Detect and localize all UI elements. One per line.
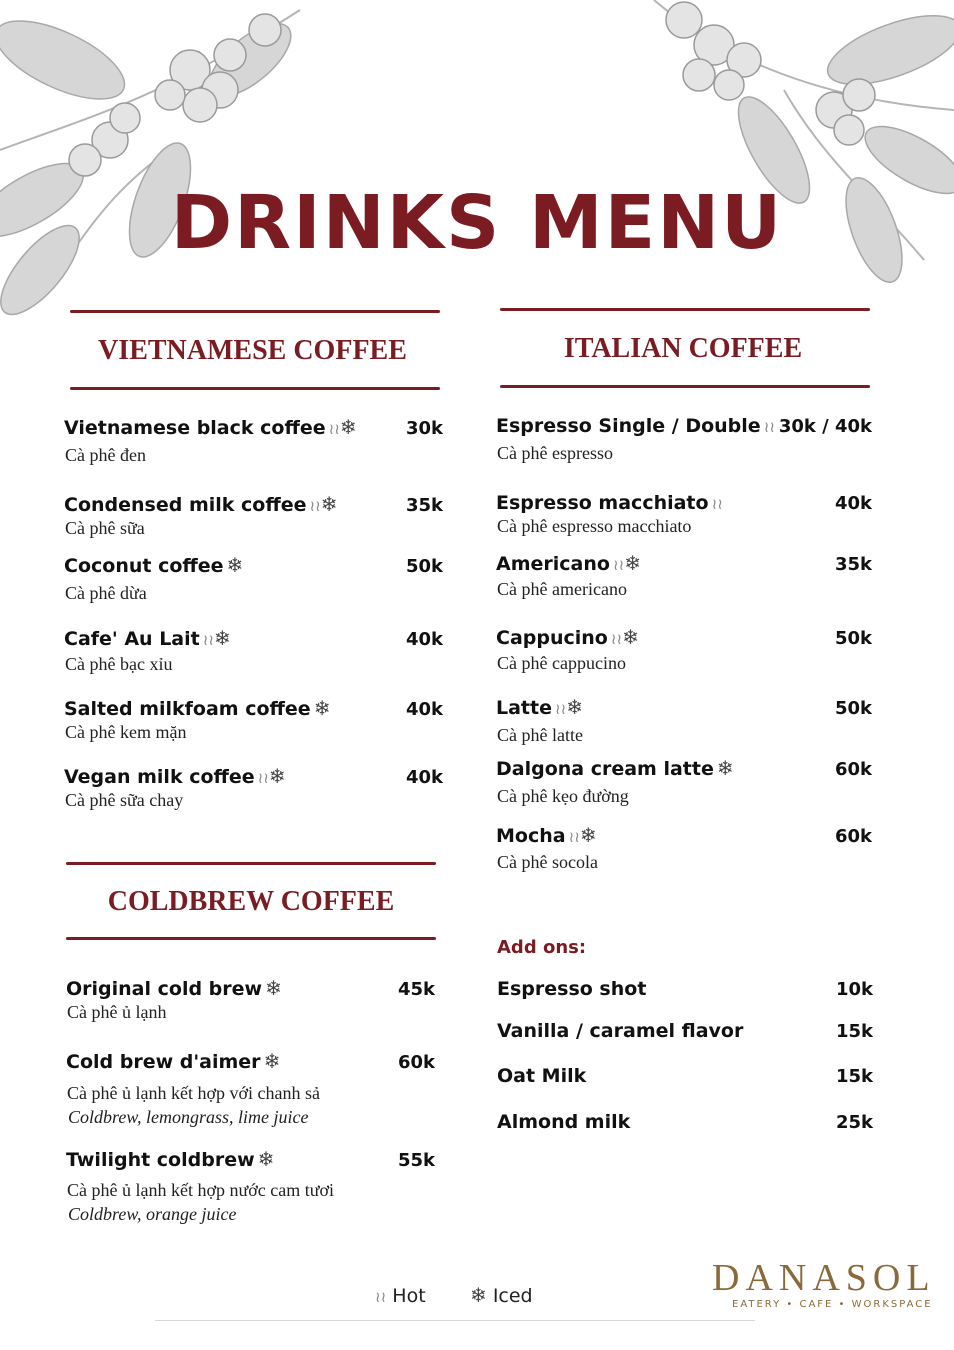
snowflake-icon: ❄ [265, 976, 282, 1000]
temperature-icons [555, 697, 583, 719]
menu-item-label: Vegan milk coffee [64, 766, 255, 788]
legend-hot [375, 1285, 426, 1307]
snowflake-icon: ❄ [313, 696, 331, 720]
steam-icon: ≀≀ [309, 497, 321, 515]
addons-title: Add ons: [497, 937, 587, 958]
snowflake-icon: ❄ [263, 1049, 281, 1073]
menu-item-label: Condensed milk coffee [64, 494, 307, 516]
menu-item-price: 40k [405, 629, 443, 650]
menu-item-label: Cappucino [496, 627, 608, 649]
steam-icon: ≀≀ [612, 556, 625, 574]
temperature-icons [314, 698, 331, 720]
section-rule-bottom [70, 387, 440, 390]
section-title-vietnamese: VIETNAMESE COFFEE [98, 335, 407, 366]
menu-item-label: Espresso macchiato [496, 492, 709, 514]
menu-item-vietnamese-name: Cà phê đen [65, 445, 146, 465]
menu-item-name [64, 417, 357, 439]
menu-item-price: 60k [834, 826, 872, 847]
steam-icon: ≀≀ [711, 495, 723, 513]
footer-divider [155, 1320, 755, 1321]
menu-item-name [496, 627, 639, 649]
menu-item-label: Americano [496, 553, 610, 575]
menu-title: DRINKS MENU [170, 180, 784, 266]
menu-item-name: Espresso shot [497, 978, 647, 1000]
temperature-icons [203, 628, 231, 650]
brand-tagline: EATERY • CAFE • WORKSPACE [732, 1299, 933, 1310]
menu-item-price: 30k / 40k [778, 416, 872, 437]
steam-icon: ≀≀ [202, 631, 214, 649]
menu-item-name: Vanilla / caramel flavor [497, 1020, 744, 1042]
menu-item-label: Salted milkfoam coffee [64, 698, 311, 720]
steam-icon: ≀≀ [257, 769, 269, 787]
menu-item-name [64, 698, 330, 720]
steam-icon: ≀≀ [375, 1288, 387, 1306]
menu-item-name [66, 1051, 280, 1073]
menu-item-name [496, 415, 775, 437]
menu-item-vietnamese-name: Cà phê socola [497, 852, 598, 872]
menu-item-vietnamese-name: Cà phê sữa chay [65, 790, 184, 810]
section-title-coldbrew: COLDBREW COFFEE [107, 886, 395, 917]
snowflake-icon: ❄ [257, 1147, 275, 1171]
menu-item-label: Coconut coffee [64, 555, 224, 577]
coffee-branch-left-illustration [0, 0, 330, 320]
menu-item-name [64, 766, 286, 788]
menu-item-name [64, 628, 231, 650]
menu-item-vietnamese-name: Cà phê cappucino [497, 653, 626, 673]
menu-item-price: 50k [834, 628, 872, 649]
menu-item-price: 40k [405, 767, 443, 788]
legend-hot-label: Hot [392, 1285, 426, 1307]
section-title-italian: ITALIAN COFFEE [563, 333, 803, 364]
temperature-icons [611, 627, 639, 649]
menu-item-name: Almond milk [497, 1111, 631, 1133]
steam-icon: ≀≀ [568, 828, 580, 846]
menu-item-price: 35k [405, 495, 443, 516]
snowflake-icon: ❄ [470, 1283, 487, 1307]
menu-item-name [496, 758, 734, 780]
menu-item-label: Dalgona cream latte [496, 758, 714, 780]
snowflake-icon: ❄ [716, 756, 734, 780]
menu-item-price: 45k [397, 979, 435, 1000]
menu-item-label: Espresso Single / Double [496, 415, 761, 437]
temperature-icons [712, 492, 723, 514]
menu-item-price: 40k [405, 699, 443, 720]
temperature-icons [569, 825, 597, 847]
menu-item-price: 55k [397, 1150, 435, 1171]
temperature-icons [258, 1149, 275, 1171]
menu-item-label: Vietnamese black coffee [64, 417, 326, 439]
temperature-icons [613, 553, 641, 575]
steam-icon: ≀≀ [554, 700, 567, 718]
section-rule-top [66, 862, 436, 865]
menu-item-name [496, 825, 597, 847]
menu-item-price: 50k [834, 698, 872, 719]
menu-item-price: 50k [405, 556, 443, 577]
snowflake-icon: ❄ [624, 551, 641, 575]
menu-item-price: 40k [834, 493, 872, 514]
menu-item-name [64, 555, 243, 577]
legend-iced-label: Iced [492, 1285, 533, 1307]
menu-item-vietnamese-name: Cà phê kẹo đường [497, 786, 629, 806]
temperature-icons [227, 555, 244, 577]
menu-item-name [66, 1149, 274, 1171]
snowflake-icon: ❄ [226, 553, 244, 577]
snowflake-icon: ❄ [579, 823, 597, 847]
menu-item-vietnamese-name: Cà phê latte [497, 725, 583, 745]
menu-item-label: Cafe' Au Lait [64, 628, 200, 650]
section-rule-top [500, 308, 870, 311]
snowflake-icon: ❄ [622, 625, 639, 649]
menu-item-name [64, 494, 338, 516]
menu-item-name [496, 492, 723, 514]
menu-item-price: 60k [397, 1052, 435, 1073]
menu-item-label: Mocha [496, 825, 566, 847]
menu-item-vietnamese-name: Cà phê ủ lạnh kết hợp nước cam tươi [67, 1180, 335, 1200]
menu-item-vietnamese-name: Cà phê dừa [65, 583, 147, 603]
menu-item-vietnamese-name: Cà phê ủ lạnh [67, 1002, 167, 1022]
menu-item-label: Twilight coldbrew [66, 1149, 255, 1171]
menu-item-label: Original cold brew [66, 978, 263, 1000]
menu-item-price: 25k [835, 1112, 873, 1133]
menu-item-price: 15k [835, 1066, 873, 1087]
menu-item-price: 35k [834, 554, 872, 575]
menu-item-vietnamese-name: Cà phê ủ lạnh kết hợp với chanh sả [67, 1083, 320, 1103]
menu-item-name: Oat Milk [497, 1065, 587, 1087]
menu-item-vietnamese-name: Cà phê kem mặn [65, 722, 187, 742]
snowflake-icon: ❄ [268, 764, 286, 788]
menu-item-price: 10k [835, 979, 873, 1000]
menu-item-name [66, 978, 282, 1000]
steam-icon: ≀≀ [610, 630, 623, 648]
menu-item-price: 15k [835, 1021, 873, 1042]
menu-item-vietnamese-name: Cà phê sữa [65, 518, 145, 538]
snowflake-icon: ❄ [339, 415, 357, 439]
snowflake-icon: ❄ [566, 695, 583, 719]
temperature-icons [264, 1051, 281, 1073]
temperature-icons [265, 978, 282, 1000]
menu-item-price: 60k [834, 759, 872, 780]
menu-item-description: Coldbrew, lemongrass, lime juice [68, 1107, 309, 1127]
section-rule-bottom [500, 385, 870, 388]
menu-item-name [496, 553, 641, 575]
temperature-icons [310, 494, 338, 516]
temperature-icons [258, 766, 286, 788]
menu-item-vietnamese-name: Cà phê espresso macchiato [497, 516, 692, 536]
coffee-branch-right-illustration [624, 0, 954, 320]
menu-item-label: Cold brew d'aimer [66, 1051, 261, 1073]
menu-item-name [496, 697, 583, 719]
legend-iced [470, 1285, 533, 1307]
snowflake-icon: ❄ [320, 492, 338, 516]
menu-item-price: 30k [405, 418, 443, 439]
menu-item-description: Coldbrew, orange juice [68, 1204, 237, 1224]
temperature-icons [717, 758, 734, 780]
menu-item-vietnamese-name: Cà phê espresso [497, 443, 613, 463]
section-rule-bottom [66, 937, 436, 940]
menu-item-vietnamese-name: Cà phê bạc xỉu [65, 654, 173, 674]
menu-item-vietnamese-name: Cà phê americano [497, 579, 627, 599]
snowflake-icon: ❄ [213, 626, 231, 650]
steam-icon: ≀≀ [328, 420, 340, 438]
menu-item-label: Latte [496, 697, 552, 719]
steam-icon: ≀≀ [763, 418, 775, 436]
brand-logo: DANASOL [712, 1257, 936, 1299]
section-rule-top [70, 310, 440, 313]
